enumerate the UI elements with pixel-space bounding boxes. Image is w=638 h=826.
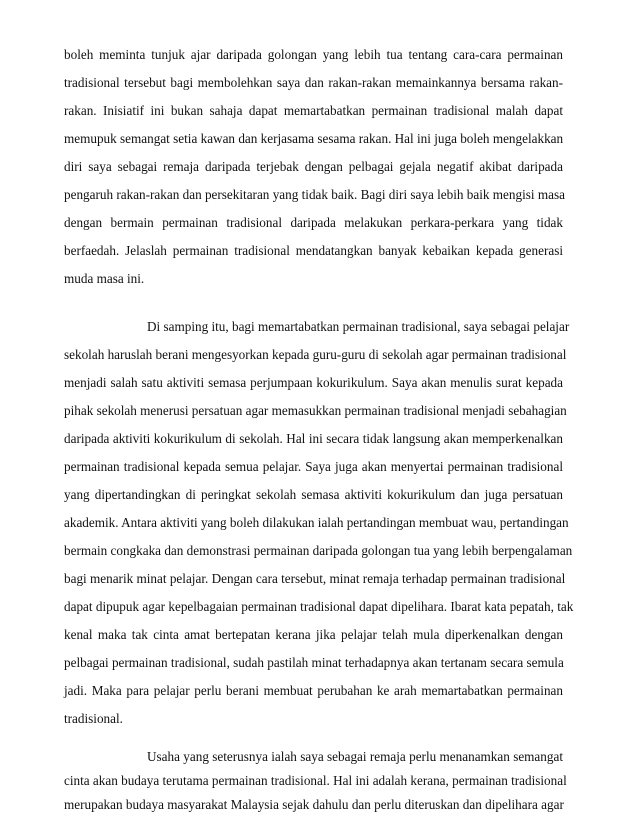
- text-line: yang dipertandingkan di peringkat sekolah semasa aktiviti kokurikulum dan juga persatuan: [64, 487, 563, 502]
- text-line: merupakan budaya masyarakat Malaysia sejak dahulu dan perlu diteruskan dan dipelihara agar: [64, 797, 564, 812]
- text-line: permainan tradisional kepada semua pelajar. Saya juga akan menyertai permainan tradisional: [64, 459, 563, 474]
- text-line: pelbagai permainan tradisional, sudah pastilah minat terhadapnya akan tertanam secara semula: [64, 655, 564, 670]
- text-line: tradisional.: [64, 711, 123, 726]
- text-line: Di samping itu, bagi memartabatkan permainan tradisional, saya sebagai pelajar: [147, 319, 570, 334]
- text-line: akademik. Antara aktiviti yang boleh dilakukan ialah pertandingan membuat wau, pertandingan: [64, 515, 569, 530]
- text-line: daripada aktiviti kokurikulum di sekolah. Hal ini secara tidak langsung akan memperkenalkan: [64, 431, 563, 446]
- text-line: kenal maka tak cinta amat bertepatan kerana jika pelajar telah mula diperkenalkan dengan: [64, 627, 563, 642]
- text-line: dapat dipupuk agar kepelbagaian permainan tradisional dapat dipelihara. Ibarat kata pepatah, tak: [64, 599, 574, 614]
- text-line: berfaedah. Jelaslah permainan tradisional mendatangkan banyak kebaikan kepada generasi: [64, 243, 563, 258]
- text-line: menjadi salah satu aktiviti semasa perjumpaan kokurikulum. Saya akan menulis surat kepada: [64, 375, 563, 390]
- text-line: pihak sekolah menerusi persatuan agar memasukkan permainan tradisional menjadi sebahagian: [64, 403, 567, 418]
- text-line: memupuk semangat setia kawan dan kerjasama sesama rakan. Hal ini juga boleh mengelakkan: [64, 131, 564, 146]
- text-line: sekolah haruslah berani mengesyorkan kepada guru-guru di sekolah agar permainan tradisional: [64, 347, 567, 362]
- text-line: cinta akan budaya terutama permainan tradisional. Hal ini adalah kerana, permainan tradisional: [64, 773, 567, 788]
- text-line: tradisional tersebut bagi membolehkan saya dan rakan-rakan memainkannya bersama rakan-: [64, 75, 563, 90]
- text-line: diri saya sebagai remaja daripada terjebak dengan pelbagai gejala negatif akibat daripada: [64, 159, 563, 174]
- text-line: jadi. Maka para pelajar perlu berani membuat perubahan ke arah memartabatkan permainan: [64, 683, 563, 698]
- text-line: muda masa ini.: [64, 271, 145, 286]
- text-line: bermain congkaka dan demonstrasi permainan daripada golongan tua yang lebih berpengalaman: [64, 543, 573, 558]
- text-line: Usaha yang seterusnya ialah saya sebagai remaja perlu menanamkan semangat: [147, 749, 563, 764]
- text-line: dengan bermain permainan tradisional daripada melakukan perkara-perkara yang tidak: [64, 215, 563, 230]
- text-line: rakan. Inisiatif ini bukan sahaja dapat memartabatkan permainan tradisional malah dapat: [64, 103, 563, 118]
- text-line: bagi menarik minat pelajar. Dengan cara tersebut, minat remaja terhadap permainan tradisional: [64, 571, 566, 586]
- text-line: boleh meminta tunjuk ajar daripada golongan yang lebih tua tentang cara-cara permainan: [64, 47, 563, 62]
- text-line: pengaruh rakan-rakan dan persekitaran yang tidak baik. Bagi diri saya lebih baik mengisi masa: [64, 187, 565, 202]
